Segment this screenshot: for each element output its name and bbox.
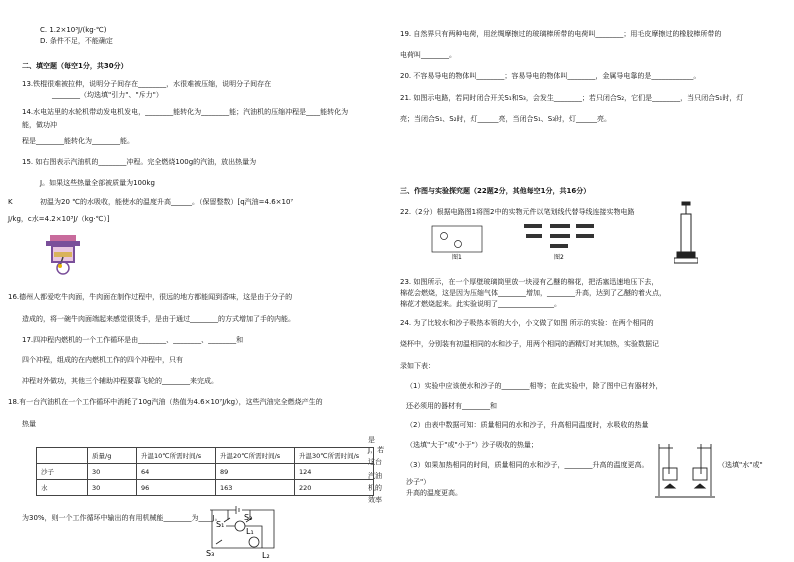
- side-text-6: 效率: [368, 496, 382, 504]
- table-cell: 96: [137, 480, 216, 496]
- engine-cylinder-figure: [42, 232, 84, 276]
- circuit-label: L₁: [246, 527, 254, 536]
- table-cell: 水: [37, 480, 88, 496]
- heating-apparatus-figure: [655, 440, 715, 502]
- margin-letter: K: [8, 198, 13, 206]
- q24-part2-line1: （2）由表中数据可知：质量相同的水和沙子，升高相同温度时，水吸收的热量: [406, 421, 649, 429]
- q24-part1-line2: 还必须用的器材有________和: [406, 402, 497, 410]
- q24-line1: 24. 为了比较水和沙子吸热本领的大小，小文做了如图 所示的实验：在两个相同的: [400, 319, 654, 327]
- q24-line2: 烧杯中，分别装有初温相同的水和沙子，用两个相同的酒精灯对其加热，实验数据记: [400, 340, 659, 348]
- table-cell: 30: [88, 480, 137, 496]
- table-header-cell: 升温10℃所需时间/s: [137, 448, 216, 464]
- q13-line2: ________（均选填"引力"、"斥力"）: [52, 91, 163, 99]
- section-3-heading: 三、作图与实验探究题（22题2分，其他每空1分，共16分）: [400, 187, 591, 195]
- table-cell: 220: [295, 480, 374, 496]
- table-row: [37, 464, 374, 480]
- side-text-5: 机的: [368, 484, 382, 492]
- q15-line2: J。如果这些热量全部被质量为100kg: [40, 179, 155, 187]
- section-2-heading: 二、填空题（每空1分，共30分）: [22, 62, 128, 70]
- side-text-3: 这台: [368, 458, 382, 466]
- q24-part3-line2: 沙子"）: [406, 478, 431, 486]
- table-cell: 64: [137, 464, 216, 480]
- q19-line2: 电荷叫________。: [400, 51, 456, 59]
- table-header-cell: 质量/g: [88, 448, 137, 464]
- table-header-row: [37, 448, 374, 464]
- table-cell: 89: [216, 464, 295, 480]
- option-d: D. 条件不足，不能确定: [40, 37, 113, 45]
- circuit-label: S₃: [206, 549, 215, 558]
- table-header-cell: [37, 448, 88, 464]
- components-figure-2: [520, 220, 600, 260]
- q17-line2: 四个冲程，组成的在内燃机工作的四个冲程中，只有: [22, 356, 183, 364]
- q15-line1: 15. 如右图表示汽油机的________冲程。完全燃烧100g的汽油，放出热量为: [22, 158, 257, 166]
- q19-line1: 19. 自然界只有两种电荷，用丝绸摩擦过的玻璃棒所带的电荷叫________；用毛皮摩擦过的橡胶棒所带的: [400, 30, 722, 38]
- circuit-figure-1: [428, 220, 488, 260]
- q14-line1: 14.水电站里的水轮机带动发电机发电，________能转化为________能；汽油机的压缩冲程是____能转化为: [22, 108, 349, 116]
- q24-line3: 录如下表：: [400, 362, 435, 370]
- table-row: [37, 480, 374, 496]
- circuit-label: S₂: [244, 513, 253, 522]
- q18-line1: 18.有一台汽油机在一个工作循环中消耗了10g汽油（热值为4.6×10⁷J/kg），这些汽油完全燃烧产生的: [8, 398, 323, 406]
- q23-line2: 棉花会燃烧，这是因为压缩气体________增加，________升高，达到了乙醚的着火点，: [400, 289, 666, 297]
- table-header-cell: 升温20℃所需时间/s: [216, 448, 295, 464]
- table-cell: 30: [88, 464, 137, 480]
- q24-part3-line1: （3）如果加热相同的时间，质量相同的水和沙子，________升高的温度更高。: [406, 461, 649, 469]
- q23-line1: 23. 如图所示，在一个厚壁玻璃筒里放一块浸有乙醚的棉花，把活塞迅速地压下去，: [400, 278, 659, 286]
- q16-line1: 16.德州人都爱吃牛肉面，牛肉面在制作过程中，很远的地方都能闻到香味，这是由于分子的: [8, 293, 293, 301]
- figure-2-label: 图2: [554, 254, 564, 260]
- q24-part3-option: （选填"水"或": [718, 461, 763, 469]
- q21-line2: 亮；当闭合S₁、S₂时，灯______亮，当闭合S₁、S₃时，灯______亮。: [400, 115, 611, 123]
- q18-line2: 热量: [22, 420, 36, 428]
- side-text-1: 是: [368, 436, 375, 444]
- q17-line1: 17.四冲程内燃机的一个工作循环是由________、________、________和: [22, 336, 244, 344]
- q24-part3-line3: 升高的温度更高。: [406, 489, 462, 497]
- q20-line: 20. 不容易导电的物体叫________；容易导电的物体叫________，金属导电靠的是____________。: [400, 72, 701, 80]
- q24-part1-line1: （1）实验中应该使水和沙子的________相等；在此实验中，除了图中已有器材外，: [406, 382, 663, 390]
- q17-line3: 冲程对外做功，其他三个辅助冲程要靠飞轮的________来完成。: [22, 377, 218, 385]
- table-cell: 124: [295, 464, 374, 480]
- table-header-cell: 升温30℃所需时间/s: [295, 448, 374, 464]
- side-text-4: 汽油: [368, 472, 382, 480]
- left-column: [8, 0, 385, 562]
- q15-line3: 初温为20 ℃的水吸收，能使水的温度升高______。（保留整数）[q汽油=4.6×10⁷: [40, 198, 294, 206]
- q23-line3: 棉花才燃烧起来。此实验说明了________________。: [400, 300, 561, 308]
- q22-line: 22.（2分）根据电路图1将图2中的实物元件以笔划线代替导线连接实物电路: [400, 208, 635, 216]
- glass-cylinder-piston-figure: [674, 200, 698, 266]
- q18-line3: 为30%，则一个工作循环中输出的有用机械能________为____J。: [22, 514, 222, 522]
- heating-data-table: [36, 447, 374, 496]
- q13-line1: 13.铁棍很难被拉伸，说明分子间存在________，水很难被压缩，说明分子间存在: [22, 80, 272, 88]
- circuit-label: L₂: [262, 551, 270, 560]
- q21-line1: 21. 如图示电路，若同时闭合开关S₁和S₃，会发生________；若只闭合S₂，它们是________，当只闭合S₁时，灯: [400, 94, 744, 102]
- q24-part2-line2: （选填"大于"或"小于"）沙子吸收的热量；: [406, 441, 538, 449]
- q16-line2: 造成的，将一碗牛肉面端起来感觉很烫手，是由于通过________的方式增加了手的内能。: [22, 315, 295, 323]
- figure-1-label: 图1: [452, 254, 462, 260]
- q15-line4: J/kg，c水=4.2×10³J/（kg·℃）]: [8, 215, 110, 223]
- option-c: C. 1.2×10³J/(kg·℃): [40, 26, 107, 34]
- q14-line2: 能，做功冲: [22, 121, 57, 129]
- table-cell: 163: [216, 480, 295, 496]
- table-cell: 沙子: [37, 464, 88, 480]
- circuit-label: S₁: [216, 520, 225, 529]
- circuit-diagram-figure: [202, 500, 282, 560]
- right-column: [400, 0, 780, 562]
- q14-line3: 程是________能转化为________能。: [22, 137, 134, 145]
- side-text-2: J，若: [368, 446, 385, 454]
